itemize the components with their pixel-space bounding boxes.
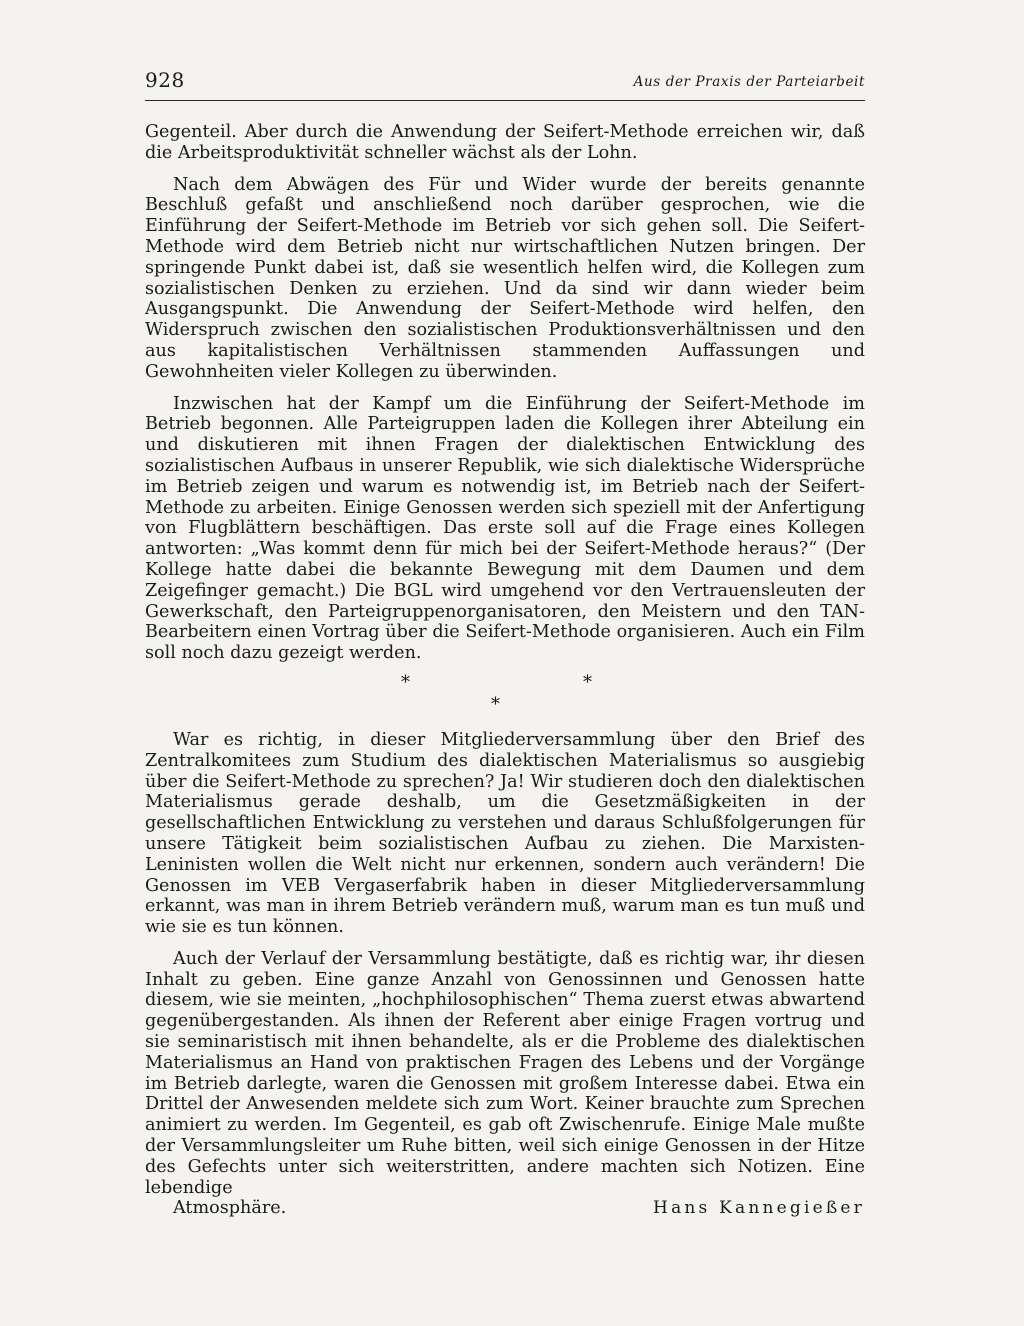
paragraph-4: War es richtig, in dieser Mitgliederversammlung über den Brief des Zentralkomitees zum Studium des dialektischen Materialismus so ausgiebig über die Seifert-Methode zu sprechen? Ja! Wir studieren doch den dialektischen Materialismus gerade deshalb, um die Gesetzmäßigkeiten in der gesellschaftlichen Entwicklung zu verstehen und daraus Schlußfolgerungen für unsere Tätigkeit beim sozialistischen Aufbau zu ziehen. Die Marxisten-Leninisten wollen die Welt nicht nur erkennen, sondern auch verändern! Die Genossen im VEB Vergaserfabrik haben in dieser Mitgliederversammlung erkannt, was man in ihrem Betrieb verändern muß, warum man es tun muß und wie sie es tun können.	[145, 729, 865, 938]
author-signature: Hans Kannegießer	[653, 1198, 865, 1219]
header-rule	[145, 100, 865, 101]
paragraph-5: Auch der Verlauf der Versammlung bestätigte, daß es richtig war, ihr diesen Inhalt zu geben. Eine ganze Anzahl von Genossinnen und Genossen hatte diesem, wie sie meinten, „hochphilosophischen“ Thema zuerst etwas abwartend gegenübergestanden. Als ihnen der Referent aber einige Fragen vortrug und sie seminaristisch mit ihnen behandelte, als er die Probleme des dialektischen Materialismus an Hand von praktischen Fragen des Lebens und der Vorgänge im Betrieb darlegte, waren die Genossen mit großem Interesse dabei. Etwa ein Drittel der Anwesenden meldete sich zum Wort. Keiner brauchte zum Sprechen animiert zu werden. Im Gegenteil, es gab oft Zwischenrufe. Einige Male mußte der Versammlungsleiter um Ruhe bitten, weil sich einige Genossen in der Hitze des Gefechts unter sich weiterstritten, andere machten sich Notizen. Eine lebendige	[145, 948, 865, 1198]
asterism-star: *	[491, 693, 500, 715]
page-header	[145, 68, 865, 98]
running-head: Aus der Praxis der Parteiarbeit	[633, 74, 865, 90]
article-body	[145, 122, 865, 1219]
closing-text: Atmosphäre.	[173, 1198, 287, 1219]
paragraph-3: Inzwischen hat der Kampf um die Einführung der Seifert-Methode im Betrieb begonnen. Alle Parteigruppen laden die Kollegen ihrer Abteilung ein und diskutieren mit ihnen Fragen der dialektischen Entwicklung des sozialistischen Aufbaus in unserer Republik, wie sich dialektische Widersprüche im Betrieb zeigen und warum es notwendig ist, im Betrieb nach der Seifert-Methode zu arbeiten. Einige Genossen werden sich speziell mit der Anfertigung von Flugblättern beschäftigen. Das erste soll auf die Frage eines Kollegen antworten: „Was kommt denn für mich bei der Seifert-Methode heraus?“ (Der Kollege hatte dabei die bekannte Bewegung mit dem Daumen und dem Zeigefinger gemacht.) Die BGL wird umgehend vor den Vertrauensleuten der Gewerkschaft, den Parteigruppenorganisatoren, den Meistern und den TAN-Bearbeitern einen Vortrag über die Seifert-Methode organisieren. Auch ein Film soll noch dazu gezeigt werden.	[145, 393, 865, 664]
page-number: 928	[145, 68, 185, 92]
paragraph-2: Nach dem Abwägen des Für und Wider wurde der bereits genannte Beschluß gefaßt und anschließend noch darüber gesprochen, wie die Einführung der Seifert-Methode im Betrieb vor sich gehen soll. Die Seifert-Methode wird dem Betrieb nicht nur wirtschaftlichen Nutzen bringen. Der springende Punkt dabei ist, daß sie wesentlich helfen wird, die Kollegen zum sozialistischen Denken zu erziehen. Und da sind wir dann wieder beim Ausgangspunkt. Die Anwendung der Seifert-Methode wird helfen, den Widerspruch zwischen den sozialistischen Produktionsverhältnissen und den aus kapitalistischen Verhältnissen stammenden Auffassungen und Gewohnheiten vieler Kollegen zu überwinden.	[145, 174, 865, 382]
asterism-star: *	[401, 671, 410, 693]
closing-line	[145, 1198, 865, 1219]
section-separator	[145, 670, 865, 726]
asterism-star: *	[583, 671, 592, 693]
paragraph-1: Gegenteil. Aber durch die Anwendung der Seifert-Methode erreichen wir, daß die Arbeitsproduktivität schneller wächst als der Lohn.	[145, 122, 865, 163]
